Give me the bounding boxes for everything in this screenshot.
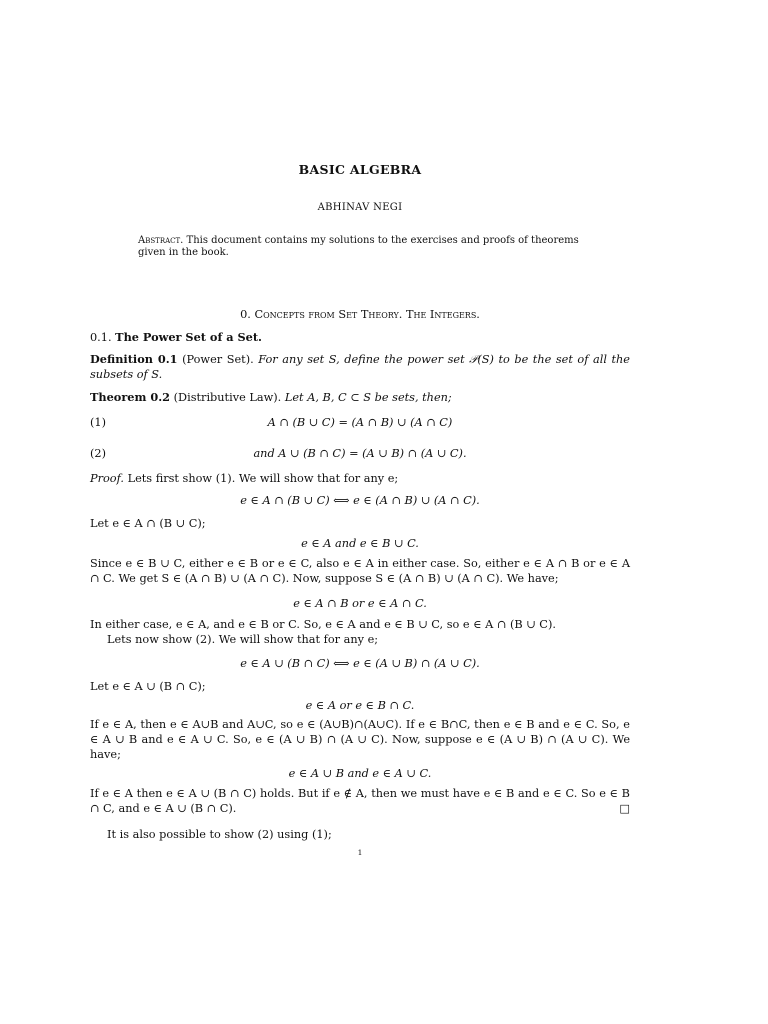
- display-equation: e ∈ A ∩ (B ∪ C) ⟺ e ∈ (A ∩ B) ∪ (A ∩ C).: [240, 494, 480, 507]
- proof-label: Proof.: [90, 472, 124, 485]
- display-equation: e ∈ A or e ∈ B ∩ C.: [305, 699, 415, 712]
- abstract: [138, 235, 588, 259]
- author: ABHINAV NEGI: [317, 202, 403, 213]
- proof-paragraph: If e ∈ A, then e ∈ A∪B and A∪C, so e ∈ (A∪B)∩(A∪C). If e ∈ B∩C, then e ∈ B and e ∈ C. So, e ∈ A ∪ B and e ∈ A ∪ C. So, e ∈ (A ∪ B) ∩ (A ∪ C). Now, suppose e ∈ (A ∪ B) ∩ (A ∪ C). We have;: [90, 718, 630, 761]
- theorem-name: (Distributive Law).: [173, 391, 282, 404]
- theorem-text: Let A, B, C ⊂ S be sets, then;: [284, 391, 452, 404]
- section-number: 0.: [240, 308, 251, 321]
- subsection-heading: [90, 330, 262, 345]
- document-title: BASIC ALGEBRA: [298, 162, 422, 177]
- proof-line: Let e ∈ A ∩ (B ∪ C);: [90, 517, 206, 530]
- equation-1: A ∩ (B ∪ C) = (A ∩ B) ∪ (A ∩ C): [267, 416, 453, 429]
- theorem-label: Theorem 0.2: [90, 390, 171, 404]
- display-equation: e ∈ A ∪ (B ∩ C) ⟺ e ∈ (A ∪ B) ∩ (A ∪ C).: [240, 657, 480, 670]
- abstract-label: Abstract.: [138, 235, 184, 246]
- definition-text: For any set S, define the power set 𝒫(S) to be the set of all the subsets of S.: [90, 353, 630, 381]
- proof-line: In either case, e ∈ A, and e ∈ B or C. So, e ∈ A and e ∈ B ∪ C, so e ∈ A ∩ (B ∪ C).: [90, 618, 556, 631]
- proof-line: Let e ∈ A ∪ (B ∩ C);: [90, 680, 206, 693]
- display-equation: e ∈ A and e ∈ B ∪ C.: [301, 537, 419, 550]
- equation-2-tag: (2): [90, 447, 107, 460]
- definition-name: (Power Set).: [182, 353, 254, 366]
- proof-line: Lets now show (2). We will show that for any e;: [107, 633, 379, 646]
- proof-paragraph: Since e ∈ B ∪ C, either e ∈ B or e ∈ C, also e ∈ A in either case. So, either e ∈ A ∩ B or e ∈ A ∩ C. We get S ∈ (A ∩ B) ∪ (A ∩ C). Now, suppose S ∈ (A ∩ B) ∪ (A ∩ C). We have;: [90, 557, 630, 585]
- qed-symbol: □: [619, 802, 630, 815]
- definition: [90, 352, 630, 382]
- proof-line: If e ∈ A then e ∈ A ∪ (B ∩ C) holds. But if e ∉ A, then we must have e ∈ B and e ∈ C. So e ∈ B ∩ C, and e ∈ A ∪ (B ∩ C).: [90, 787, 630, 815]
- proof-line: Lets first show (1). We will show that for any e;: [127, 472, 399, 485]
- proof-final-paragraph: [90, 786, 630, 816]
- abstract-text: This document contains my solutions to the exercises and proofs of theorems given in the book.: [138, 235, 579, 258]
- proof-intro: [90, 471, 398, 486]
- theorem: [90, 390, 452, 405]
- display-equation: e ∈ A ∪ B and e ∈ A ∪ C.: [288, 767, 432, 780]
- display-equation: e ∈ A ∩ B or e ∈ A ∩ C.: [293, 597, 427, 610]
- equation-2: and A ∪ (B ∩ C) = (A ∪ B) ∩ (A ∪ C).: [253, 447, 467, 460]
- equation-1-tag: (1): [90, 416, 107, 429]
- section-title: Concepts from Set Theory. The Integers.: [254, 308, 480, 321]
- page-number: 1: [357, 848, 363, 857]
- section-heading: [90, 307, 630, 322]
- subsection-number: 0.1.: [90, 331, 112, 344]
- closing-line: It is also possible to show (2) using (1);: [107, 828, 332, 841]
- definition-label: Definition 0.1: [90, 352, 178, 366]
- subsection-title: The Power Set of a Set.: [115, 330, 262, 344]
